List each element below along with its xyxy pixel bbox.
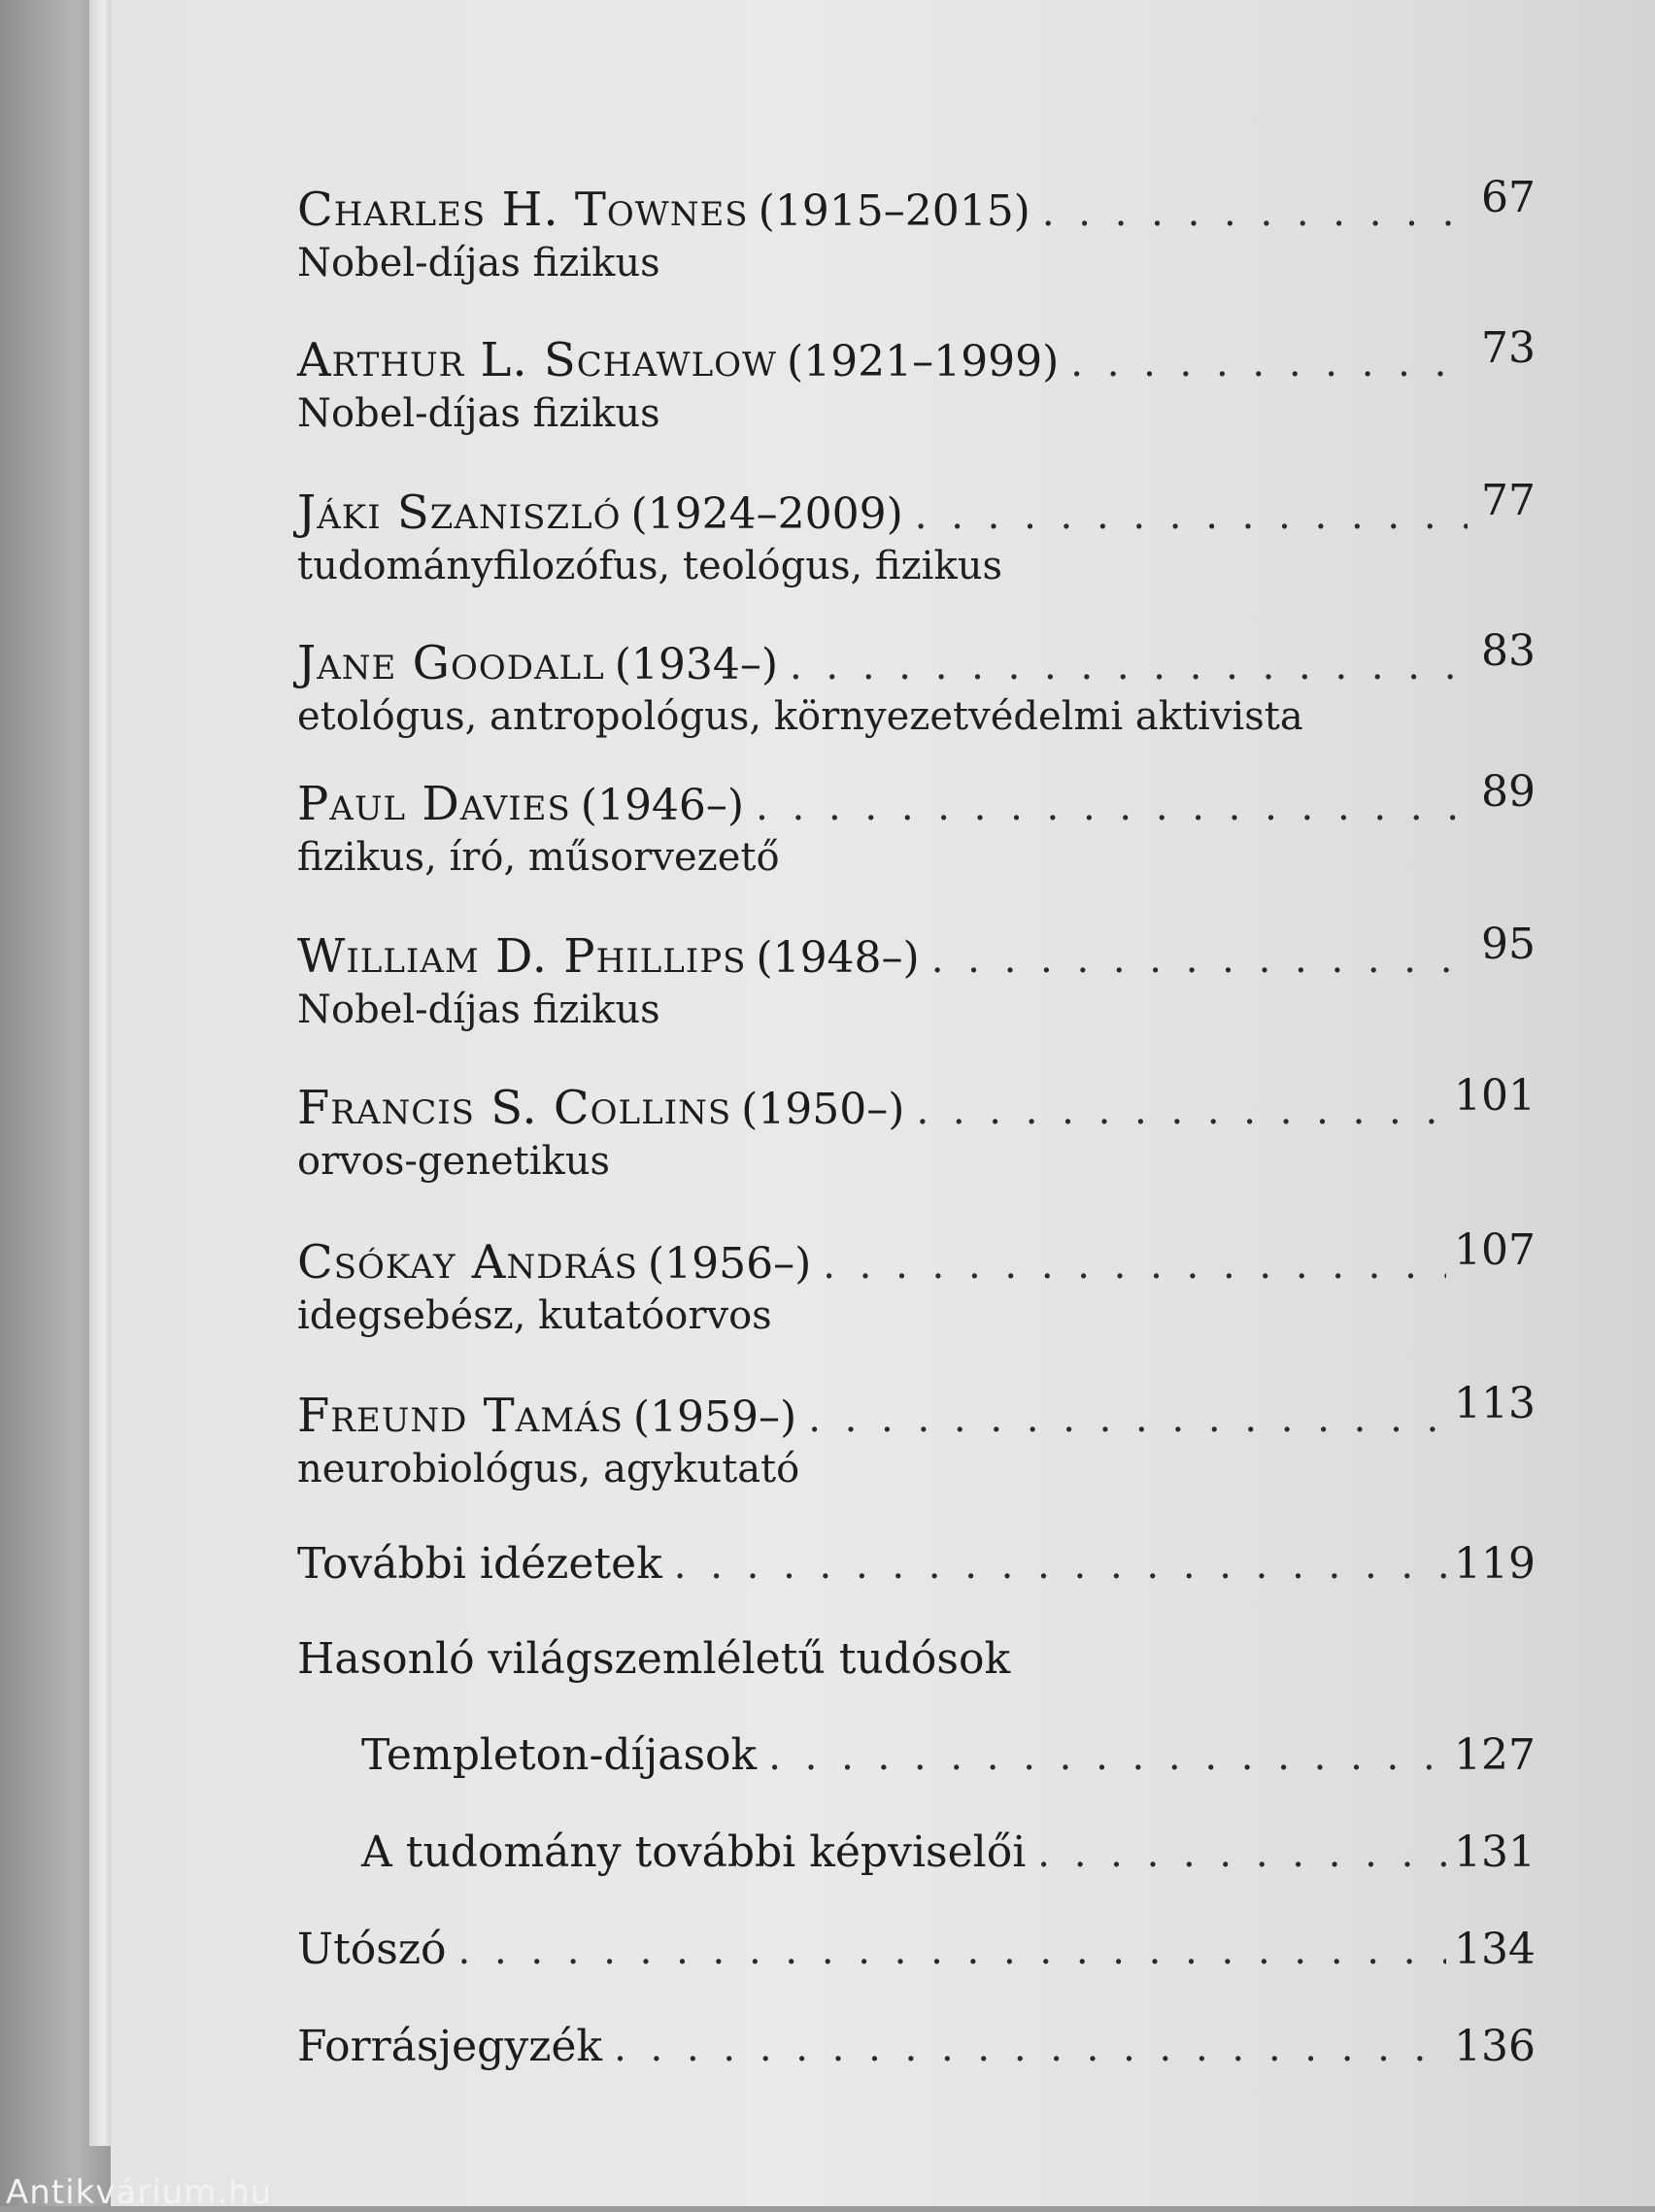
leader-dots bbox=[931, 937, 1468, 982]
leader-dots bbox=[458, 1928, 1447, 1973]
toc-entry-afterword bbox=[297, 1925, 1536, 1974]
entry-page-number: 127 bbox=[1454, 1730, 1536, 1780]
entry-name: Arthur L. Schawlow bbox=[297, 333, 777, 387]
leader-dots bbox=[614, 2026, 1446, 2070]
toc-entry-townes bbox=[297, 173, 1536, 285]
entry-years: (1959–) bbox=[632, 1392, 797, 1442]
entry-name: Jane Goodall bbox=[297, 636, 605, 690]
toc-entry-goodall bbox=[297, 626, 1536, 739]
leader-dots bbox=[756, 785, 1468, 829]
entry-name: Csókay András bbox=[297, 1235, 638, 1290]
entry-name: Charles H. Townes bbox=[297, 183, 749, 237]
entry-years: (1934–) bbox=[614, 640, 778, 689]
toc-entry-sources bbox=[297, 2022, 1536, 2071]
entry-page-number: 113 bbox=[1454, 1379, 1536, 1428]
section-title: További idézetek bbox=[297, 1539, 662, 1589]
entry-page-number: 89 bbox=[1481, 767, 1536, 817]
toc-entry-davies bbox=[297, 767, 1536, 880]
section-title: Forrásjegyzék bbox=[297, 2022, 603, 2071]
leader-dots bbox=[808, 1396, 1446, 1441]
toc-entry-collins bbox=[297, 1071, 1536, 1184]
entry-description: Nobel-díjas fizikus bbox=[297, 241, 660, 285]
watermark: Antikvárium.hu bbox=[6, 2173, 273, 2212]
section-title: A tudomány további képviselői bbox=[361, 1827, 1027, 1877]
entry-years: (1924–2009) bbox=[630, 489, 903, 539]
entry-page-number: 77 bbox=[1481, 476, 1536, 525]
toc-entry-templeton bbox=[297, 1730, 1536, 1780]
toc-entry-other-representatives bbox=[297, 1827, 1536, 1877]
toc-entry-csokay bbox=[297, 1225, 1536, 1338]
entry-description: idegsebész, kutatóorvos bbox=[297, 1293, 772, 1338]
leader-dots bbox=[790, 644, 1468, 688]
entry-page-number: 95 bbox=[1481, 920, 1536, 969]
table-of-contents bbox=[297, 0, 1536, 2206]
entry-years: (1921–1999) bbox=[786, 337, 1060, 386]
entry-name: Francis S. Collins bbox=[297, 1081, 732, 1135]
entry-page-number: 101 bbox=[1454, 1071, 1536, 1121]
entry-years: (1956–) bbox=[647, 1239, 812, 1289]
leader-dots bbox=[768, 1734, 1446, 1779]
section-title: Utószó bbox=[297, 1925, 447, 1974]
leader-dots bbox=[916, 1089, 1446, 1133]
section-title: Templeton-díjasok bbox=[361, 1730, 758, 1780]
entry-description: Nobel-díjas fizikus bbox=[297, 391, 660, 436]
entry-name: Freund Tamás bbox=[297, 1389, 624, 1443]
entry-page-number: 119 bbox=[1454, 1539, 1536, 1589]
entry-description: Nobel-díjas fizikus bbox=[297, 988, 660, 1032]
leader-dots bbox=[1070, 341, 1468, 385]
entry-page-number: 131 bbox=[1454, 1827, 1536, 1877]
entry-page-number: 67 bbox=[1481, 173, 1536, 222]
leader-dots bbox=[1037, 1831, 1446, 1876]
entry-page-number: 136 bbox=[1454, 2022, 1536, 2071]
entry-description: orvos-genetikus bbox=[297, 1139, 611, 1184]
toc-entry-schawlow bbox=[297, 323, 1536, 436]
entry-page-number: 107 bbox=[1454, 1225, 1536, 1275]
toc-entry-similar-scientists bbox=[297, 1634, 1536, 1684]
entry-page-number: 73 bbox=[1481, 323, 1536, 373]
entry-page-number: 134 bbox=[1454, 1925, 1536, 1974]
entry-years: (1950–) bbox=[741, 1085, 905, 1134]
entry-years: (1915–2015) bbox=[758, 186, 1030, 236]
toc-entry-further-quotes bbox=[297, 1539, 1536, 1589]
section-title: Hasonló világszemléletű tudósok bbox=[297, 1634, 1011, 1684]
entry-description: neurobiológus, agykutató bbox=[297, 1447, 800, 1491]
entry-description: fizikus, író, műsorvezető bbox=[297, 835, 780, 880]
leader-dots bbox=[915, 493, 1468, 538]
entry-page-number: 83 bbox=[1481, 626, 1536, 676]
entry-years: (1946–) bbox=[580, 781, 745, 830]
entry-years: (1948–) bbox=[756, 933, 920, 983]
toc-entry-phillips bbox=[297, 920, 1536, 1032]
leader-dots bbox=[823, 1243, 1446, 1288]
leader-dots bbox=[674, 1543, 1446, 1588]
entry-description: tudományfilozófus, teológus, fizikus bbox=[297, 544, 1002, 588]
leader-dots bbox=[1042, 190, 1468, 235]
toc-entry-freund bbox=[297, 1379, 1536, 1491]
entry-name: Paul Davies bbox=[297, 777, 571, 831]
entry-name: Jáki Szaniszló bbox=[297, 486, 622, 540]
entry-description: etológus, antropológus, környezetvédelmi aktivista bbox=[297, 694, 1303, 739]
entry-name: William D. Phillips bbox=[297, 929, 747, 984]
toc-entry-jaki bbox=[297, 476, 1536, 588]
